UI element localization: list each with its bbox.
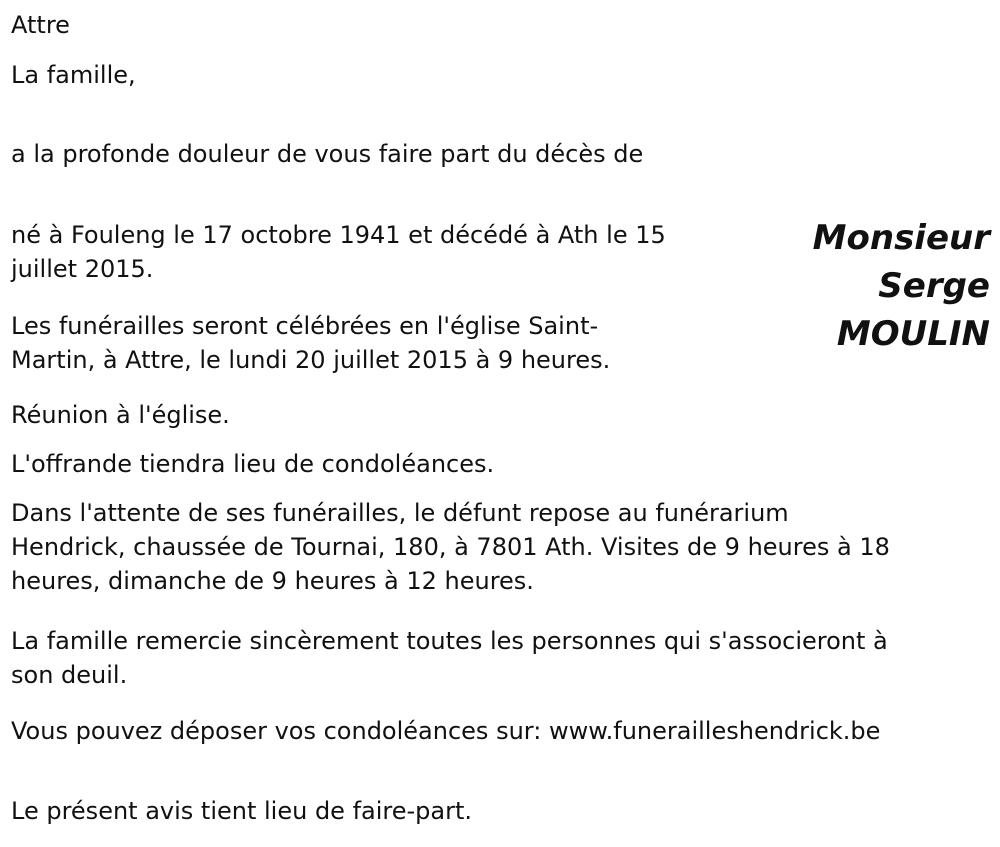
deceased-first-name: Serge xyxy=(878,266,990,306)
place-name: Attre xyxy=(11,11,70,39)
deceased-title: Monsieur xyxy=(812,218,990,258)
thanks-line-2: son deuil. xyxy=(11,661,128,689)
deceased-last-name: MOULIN xyxy=(836,314,990,354)
birth-death-line-2: juillet 2015. xyxy=(11,255,154,283)
offering-text: L'offrande tiendra lieu de condoléances. xyxy=(11,450,495,478)
visitation-line-1: Dans l'attente de ses funérailles, le défunt repose au funérarium xyxy=(11,499,789,527)
deceased-name xyxy=(813,214,990,358)
thanks-line-1: La famille remercie sincèrement toutes les personnes qui s'associeront à xyxy=(11,627,888,655)
birth-death-paragraph xyxy=(11,218,666,286)
closing-text: Le présent avis tient lieu de faire-part. xyxy=(11,797,473,825)
funeral-line-1: Les funérailles seront célébrées en l'église Saint- xyxy=(11,312,599,340)
announcement-text: a la profonde douleur de vous faire part du décès de xyxy=(11,140,644,168)
condolences-text: Vous pouvez déposer vos condoléances sur: www.funerailleshendrick.be xyxy=(11,717,881,745)
visitation-line-2: Hendrick, chaussée de Tournai, 180, à 7801 Ath. Visites de 9 heures à 18 xyxy=(11,533,890,561)
thanks-paragraph xyxy=(11,624,888,692)
intro-text: La famille, xyxy=(11,61,136,89)
funeral-paragraph xyxy=(11,309,610,377)
visitation-paragraph xyxy=(11,496,890,598)
visitation-line-3: heures, dimanche de 9 heures à 12 heures. xyxy=(11,567,534,595)
funeral-line-2: Martin, à Attre, le lundi 20 juillet 2015 à 9 heures. xyxy=(11,346,611,374)
meeting-text: Réunion à l'église. xyxy=(11,401,230,429)
birth-death-line-1: né à Fouleng le 17 octobre 1941 et décédé à Ath le 15 xyxy=(11,221,666,249)
